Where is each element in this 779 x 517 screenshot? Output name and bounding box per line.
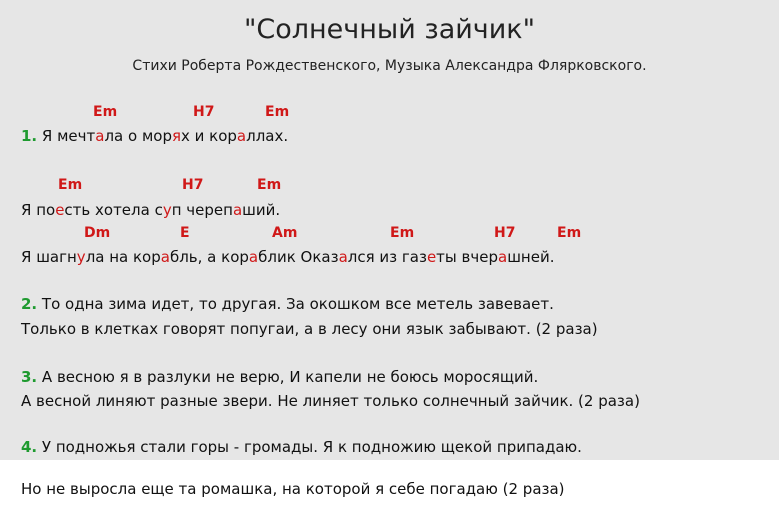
verse-2-line-1: 2. То одна зима идет, то другая. За окошком все метель завевает.: [21, 295, 554, 313]
verse-2-line-2: Только в клетках говорят попугаи, а в лесу они язык забывают. (2 раза): [21, 320, 598, 338]
chord: Am: [272, 225, 298, 241]
chord: H7: [494, 225, 516, 241]
verse-1-line-3: Я шагнула на корабль, а кораблик Оказался из газеты вчерашней.: [21, 248, 555, 266]
verse-number: 3.: [21, 368, 38, 386]
chord: H7: [182, 177, 204, 193]
stressed-syllable: е: [426, 248, 437, 266]
stressed-syllable: у: [162, 201, 172, 219]
verse-1-line-1: 1. Я мечтала о морях и кораллах.: [21, 127, 289, 145]
chord: E: [180, 225, 190, 241]
chord: H7: [193, 104, 215, 120]
song-title: "Солнечный зайчик": [243, 14, 536, 45]
stressed-syllable: я: [171, 127, 181, 145]
verse-3-line-1: 3. А весною я в разлуки не верю, И капели не боюсь моросящий.: [21, 368, 539, 386]
stressed-syllable: а: [160, 248, 170, 266]
stressed-syllable: а: [232, 201, 243, 219]
stressed-syllable: а: [95, 127, 105, 145]
verse-4-line-1: 4. У подножья стали горы - громады. Я к подножию щекой припадаю.: [21, 438, 582, 456]
stressed-syllable: е: [55, 201, 65, 219]
chord: Em: [257, 177, 282, 193]
stressed-syllable: у: [76, 248, 86, 266]
verse-number: 2.: [21, 295, 38, 313]
stressed-syllable: а: [497, 248, 508, 266]
chord: Em: [58, 177, 83, 193]
verse-3-line-2: А весной линяют разные звери. Не линяет только солнечный зайчик. (2 раза): [21, 392, 640, 410]
stressed-syllable: а: [338, 248, 348, 266]
verse-number: 1.: [21, 127, 38, 145]
verse-number: 4.: [21, 438, 38, 456]
verse-4-line-2: Но не выросла еще та ромашка, на которой я себе погадаю (2 раза): [21, 480, 565, 498]
stressed-syllable: а: [236, 127, 247, 145]
chord: Em: [557, 225, 582, 241]
song-subtitle: Стихи Роберта Рождественского, Музыка Александра Флярковского.: [132, 58, 647, 74]
chord: Dm: [84, 225, 111, 241]
chord: Em: [265, 104, 290, 120]
chord: Em: [390, 225, 415, 241]
chord: Em: [93, 104, 118, 120]
stressed-syllable: а: [248, 248, 259, 266]
verse-1-line-2: Я поесть хотела суп черепаший.: [21, 201, 281, 219]
